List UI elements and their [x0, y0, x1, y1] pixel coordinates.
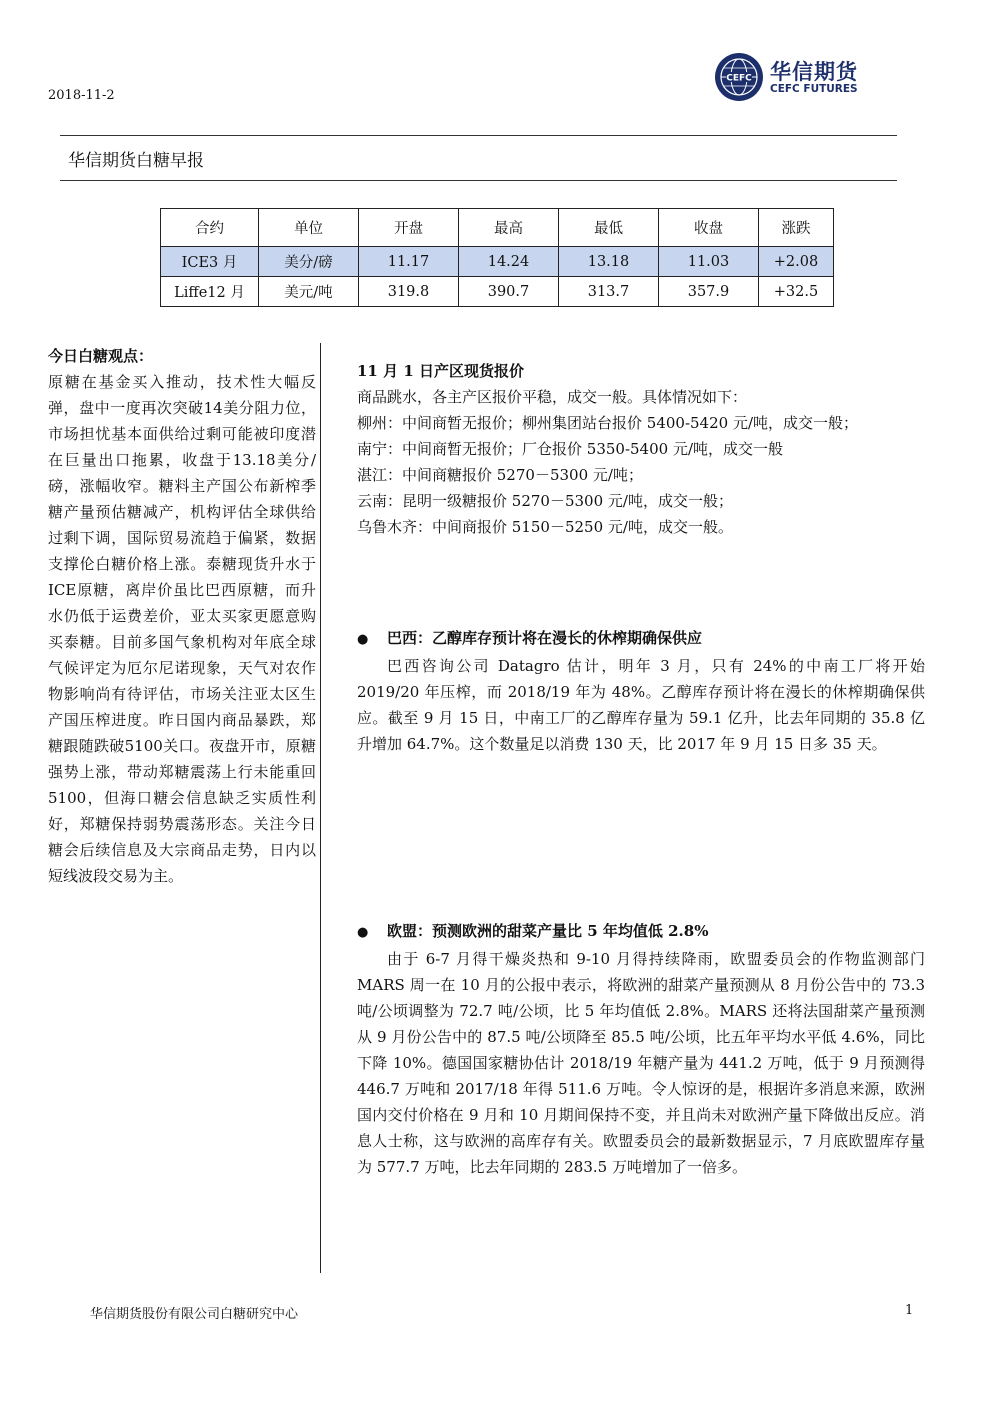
spot-price-line: 柳州：中间商暂无报价；柳州集团站台报价 5400-5420 元/吨，成交一般；: [357, 414, 859, 432]
table-cell: ICE3 月: [161, 247, 259, 277]
table-header-cell: 最高: [459, 209, 559, 247]
table-header-cell: 合约: [161, 209, 259, 247]
spot-price-line: 商品跳水，各主产区报价平稳，成交一般。具体情况如下：: [357, 388, 748, 406]
daily-view-heading: 今日白糖观点：: [48, 347, 154, 365]
table-cell: +32.5: [759, 277, 834, 307]
column-divider: [320, 343, 321, 1273]
table-cell: +2.08: [759, 247, 834, 277]
quote-table: [160, 208, 834, 307]
table-cell: 13.18: [559, 247, 659, 277]
table-cell: 319.8: [359, 277, 459, 307]
footer-organization: 华信期货股份有限公司白糖研究中心: [90, 1307, 299, 1322]
spot-price-line: 乌鲁木齐：中间商报价 5150－5250 元/吨，成交一般。: [357, 518, 733, 536]
table-cell: 11.03: [659, 247, 759, 277]
table-cell: 14.24: [459, 247, 559, 277]
eu-news-title: 欧盟：预测欧洲的甜菜产量比 5 年均值低 2.8%: [387, 922, 709, 940]
report-title: 华信期货白糖早报: [68, 151, 204, 171]
table-cell: 美元/吨: [259, 277, 359, 307]
daily-view-section: [48, 343, 316, 889]
header-divider-top: [60, 135, 897, 136]
brazil-news-title: 巴西：乙醇库存预计将在漫长的休榨期确保供应: [387, 629, 703, 647]
company-logo: [714, 52, 874, 104]
report-date: 2018-11-2: [48, 88, 115, 103]
svg-text:CEFC: CEFC: [726, 73, 752, 84]
table-header-cell: 最低: [559, 209, 659, 247]
table-cell: 313.7: [559, 277, 659, 307]
logo-english-name: CEFC FUTURES: [770, 83, 858, 95]
logo-chinese-name: 华信期货: [770, 60, 858, 84]
table-header-cell: 开盘: [359, 209, 459, 247]
spot-price-line: 南宁：中间商暂无报价；厂仓报价 5350-5400 元/吨，成交一般: [357, 440, 784, 458]
header-divider-bottom: [60, 180, 897, 181]
table-row: [161, 247, 834, 277]
bullet-icon: ●: [357, 925, 369, 940]
table-cell: 357.9: [659, 277, 759, 307]
globe-seal-icon: [714, 52, 764, 102]
spot-price-line: 云南：昆明一级糖报价 5270－5300 元/吨，成交一般；: [357, 492, 733, 510]
brazil-news-section: [357, 625, 925, 757]
daily-view-body: 原糖在基金买入推动，技术性大幅反弹，盘中一度再次突破14美分阻力位，市场担忧基本面供给过剩可能被印度潜在巨量出口拖累，收盘于13.18美分/磅，涨幅收窄。糖料主产国公布新榨季糖产量预估糖减产，机构评估全球供给过剩下调，国际贸易流趋于偏紧，数据支撑伦白糖价格上涨。泰糖现货升水于ICE原糖，离岸价虽比巴西原糖，而升水仍低于运费差价，亚太买家更愿意购买泰糖。目前多国气象机构对年底全球气候评定为厄尔尼诺现象，天气对农作物影响尚有待评估，市场关注亚太区生产国压榨进度。昨日国内商品暴跌，郑糖跟随跌破5100关口。夜盘开市，原糖强势上涨，带动郑糖震荡上行未能重回5100，但海口糖会信息缺乏实质性利好，郑糖保持弱势震荡形态。关注今日糖会后续信息及大宗商品走势，日内以短线波段交易为主。: [48, 373, 316, 885]
brazil-news-heading: [357, 625, 925, 653]
spot-price-section: [357, 358, 925, 540]
table-cell: Liffe12 月: [161, 277, 259, 307]
eu-news-heading: [357, 918, 925, 946]
table-header-cell: 涨跌: [759, 209, 834, 247]
table-header-cell: 收盘: [659, 209, 759, 247]
eu-news-section: [357, 918, 925, 1180]
table-cell: 390.7: [459, 277, 559, 307]
table-row: [161, 277, 834, 307]
table-header-cell: 单位: [259, 209, 359, 247]
table-cell: 11.17: [359, 247, 459, 277]
spot-price-heading: 11 月 1 日产区现货报价: [357, 362, 524, 380]
page-number: 1: [905, 1303, 914, 1318]
brazil-news-body: 巴西咨询公司 Datagro 估计，明年 3 月，只有 24%的中南工厂将开始 2019/20 年压榨，而 2018/19 年为 48%。乙醇库存预计将在漫长的休榨期确保供应。截至 9 月 15 日，中南工厂的乙醇库存量为 59.1 亿升，比去年同期的 35.8 亿升增加 64.7%。这个数量足以消费 130 天，比 2017 年 9 月 15 日多 35 天。: [357, 657, 925, 753]
bullet-icon: ●: [357, 632, 369, 647]
table-header-row: [161, 209, 834, 247]
table-cell: 美分/磅: [259, 247, 359, 277]
eu-news-body: 由于 6-7 月得干燥炎热和 9-10 月得持续降雨，欧盟委员会的作物监测部门 MARS 周一在 10 月的公报中表示，将欧洲的甜菜产量预测从 8 月份公告中的 73.3 吨/公顷调整为 72.7 吨/公顷，比 5 年均值低 2.8%。MARS 还将法国甜菜产量预测从 9 月份公告中的 87.5 吨/公顷降至 85.5 吨/公顷，比五年平均水平低 4.6%，同比下降 10%。德国国家糖协估计 2018/19 年糖产量为 441.2 万吨，低于 9 月预测得 446.7 万吨和 2017/18 年得 511.6 万吨。令人惊讶的是，根据许多消息来源，欧洲国内交付价格在 9 月和 10 月期间保持不变，并且尚未对欧洲产量下降做出反应。消息人士称，这与欧洲的高库存有关。欧盟委员会的最新数据显示，7 月底欧盟库存量为 577.7 万吨，比去年同期的 283.5 万吨增加了一倍多。: [357, 950, 925, 1176]
spot-price-line: 湛江：中间商糖报价 5270－5300 元/吨；: [357, 466, 643, 484]
